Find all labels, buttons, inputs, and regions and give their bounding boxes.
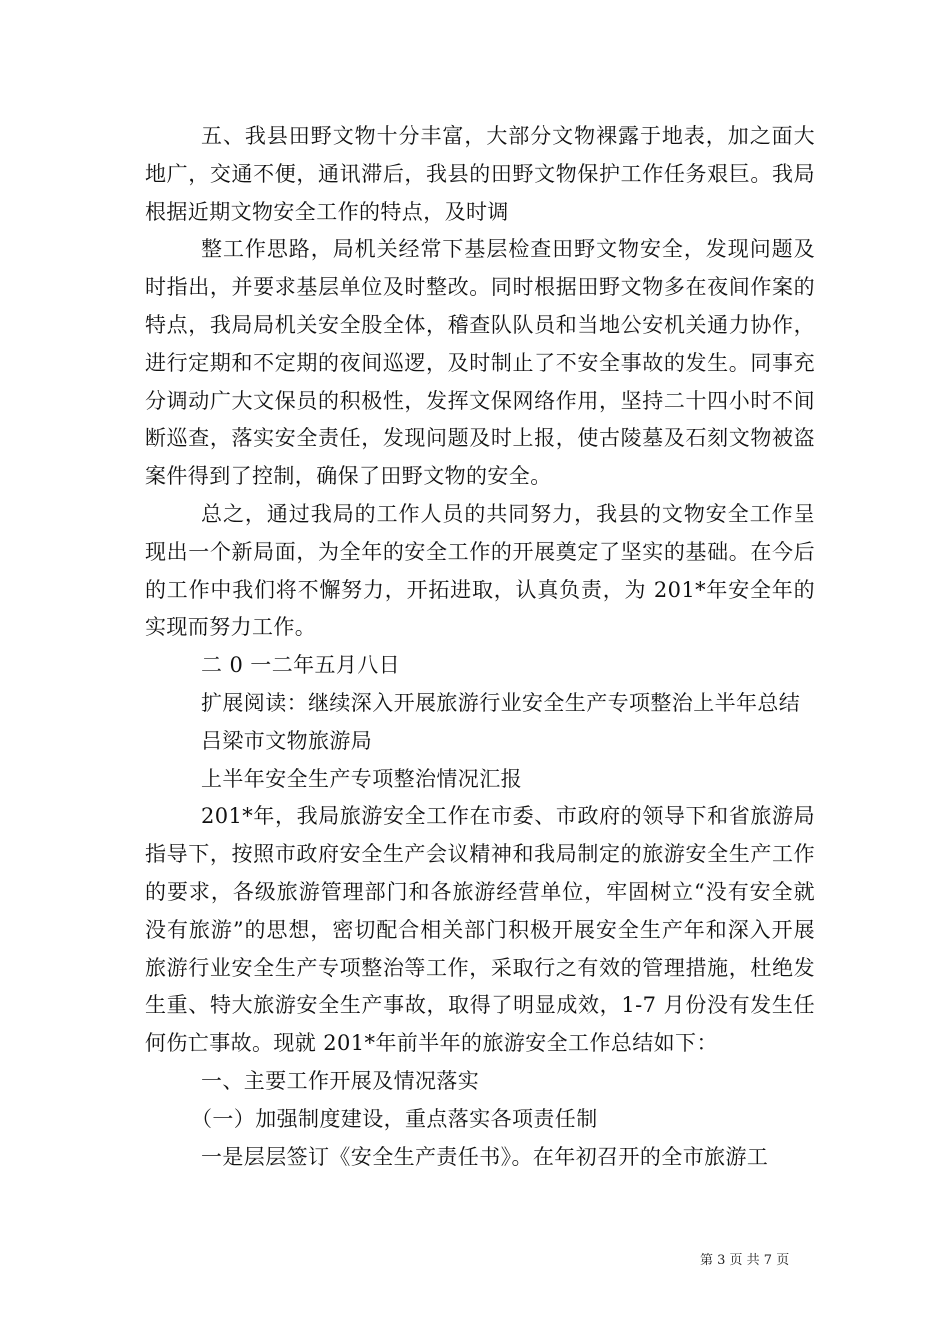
paragraph-tourism-safety: 201*年，我局旅游安全工作在市委、市政府的领导下和省旅游局指导下，按照市政府安全生产会议精神和我局制定的旅游安全生产工作的要求，各级旅游管理部门和各旅游经营单位，牢固树立“没有安全就没有旅游”的思想，密切配合相关部门积极开展安全生产年和深入开展旅游行业安全生产专项整治等工作，采取行之有效的管理措施，杜绝发生重、特大旅游安全生产事故，取得了明显成效，1-7 月份没有发生任何伤亡事故。现就 201*年前半年的旅游安全工作总结如下： [145, 804, 815, 1056]
page-number: 第 3 页 共 7 页 [700, 1253, 790, 1268]
extended-reading-title: 扩展阅读：继续深入开展旅游行业安全生产专项整治上半年总结 [201, 690, 801, 715]
subsection-heading-system-building: （一）加强制度建设，重点落实各项责任制 [191, 1106, 598, 1131]
paragraph-responsibility-letter: 一是层层签订《安全生产责任书》。在年初召开的全市旅游工 [201, 1144, 769, 1169]
paragraph-work-approach: 整工作思路，局机关经常下基层检查田野文物安全，发现问题及时指出，并要求基层单位及时整改。同时根据田野文物多在夜间作案的特点，我局局机关安全股全体，稽查队队员和当地公安机关通力协作，进行定期和不定期的夜间巡逻，及时制止了不安全事故的发生。同事充分调动广大文保员的积极性，发挥文保网络作用，坚持二十四小时不间断巡查，落实安全责任，发现问题及时上报，使古陵墓及石刻文物被盗案件得到了控制，确保了田野文物的安全。 [145, 237, 815, 489]
report-title: 上半年安全生产专项整治情况汇报 [201, 766, 522, 791]
paragraph-conclusion: 总之，通过我局的工作人员的共同努力，我县的文物安全工作呈现出一个新局面，为全年的安全工作的开展奠定了坚实的基础。在今后的工作中我们将不懈努力，开拓进取，认真负责，为 201*年安全年的实现而努力工作。 [145, 501, 815, 640]
paragraph-field-relics: 五、我县田野文物十分丰富，大部分文物裸露于地表，加之面大地广，交通不便，通讯滞后，我县的田野文物保护工作任务艰巨。我局根据近期文物安全工作的特点，及时调 [145, 124, 815, 224]
document-body [145, 118, 815, 1176]
bureau-name: 吕梁市文物旅游局 [201, 728, 373, 753]
document-date: 二 0 一二年五月八日 [201, 653, 401, 678]
section-heading-main-work: 一、主要工作开展及情况落实 [201, 1068, 480, 1093]
